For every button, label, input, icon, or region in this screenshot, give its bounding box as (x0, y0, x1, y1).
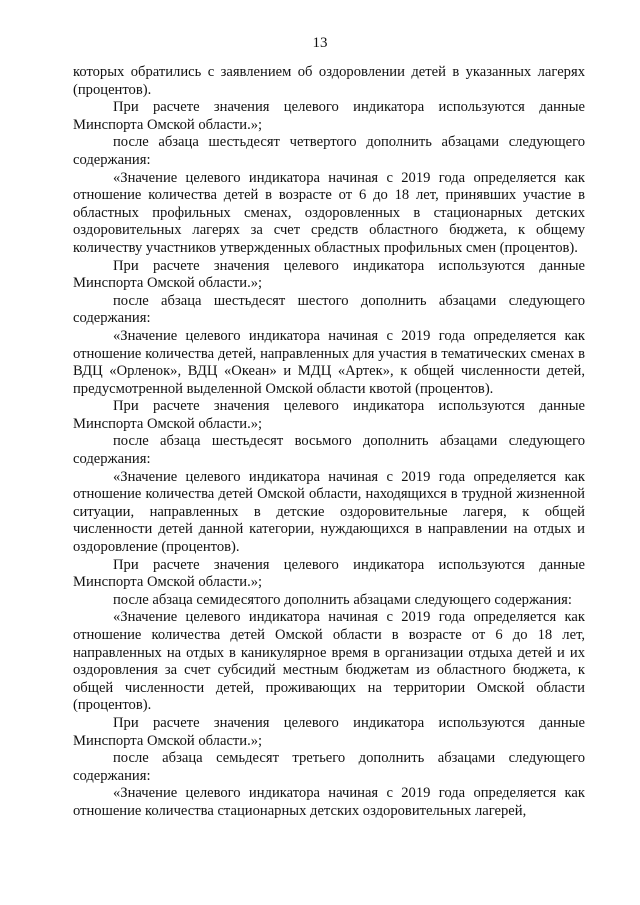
paragraph-continuation: которых обратились с заявлением об оздоровлении детей в указанных лагерях (процентов). (73, 64, 585, 98)
paragraph: «Значение целевого индикатора начиная с 2019 года определяется как отношение количества детей Омской области в возрасте от 6 до 18 лет, направленных на отдых в каникулярное время в организации отдыха детей и их оздоровления за счет субсидий местным бюджетам из областного бюджета, к общей численности детей, проживающих на территории Омской области (процентов). (73, 609, 585, 714)
paragraph: после абзаца семьдесят третьего дополнить абзацами следующего содержания: (73, 750, 585, 784)
paragraph: При расчете значения целевого индикатора используются данные Минспорта Омской области.»; (73, 99, 585, 133)
paragraph: «Значение целевого индикатора начиная с 2019 года определяется как отношение количества детей, направленных для участия в тематических сменах в ВДЦ «Орленок», ВДЦ «Океан» и МДЦ «Артек», к общей численности детей, предусмотренной выделенной Омской области квотой (процентов). (73, 327, 585, 397)
page-number: 13 (312, 35, 328, 51)
paragraph: после абзаца шестьдесят восьмого дополнить абзацами следующего содержания: (73, 433, 585, 468)
paragraph: При расчете значения целевого индикатора используются данные Минспорта Омской области.»; (73, 257, 585, 292)
paragraph: «Значение целевого индикатора начиная с 2019 года определяется как отношение количества детей в возрасте от 6 до 18 лет, принявших участие в областных профильных сменах, оздоровленных в стационарных детских оздоровительных лагерях за счет средств областного бюджета, к общему количеству участников утвержденных областных профильных смен (процентов). (73, 169, 585, 256)
paragraph: При расчете значения целевого индикатора используются данные Минспорта Омской области.»; (73, 556, 585, 591)
paragraph: При расчете значения целевого индикатора используются данные Минспорта Омской области.»; (73, 714, 585, 749)
document-body (73, 64, 585, 821)
paragraph: после абзаца шестьдесят шестого дополнить абзацами следующего содержания: (73, 292, 585, 327)
paragraph: после абзаца шестьдесят четвертого дополнить абзацами следующего содержания: (73, 134, 585, 168)
paragraph: «Значение целевого индикатора начиная с 2019 года определяется как отношение количества детей Омской области, находящихся в трудной жизненной ситуации, направленных в детские оздоровительные лагеря, к общей численности детей данной категории, нуждающихся в направлении на отдых и оздоровление (процентов). (73, 468, 585, 556)
paragraph: При расчете значения целевого индикатора используются данные Минспорта Омской области.»; (73, 398, 585, 432)
paragraph: после абзаца семидесятого дополнить абзацами следующего содержания: (113, 591, 572, 608)
paragraph: «Значение целевого индикатора начиная с 2019 года определяется как отношение количества стационарных детских оздоровительных лагерей, (73, 785, 585, 819)
